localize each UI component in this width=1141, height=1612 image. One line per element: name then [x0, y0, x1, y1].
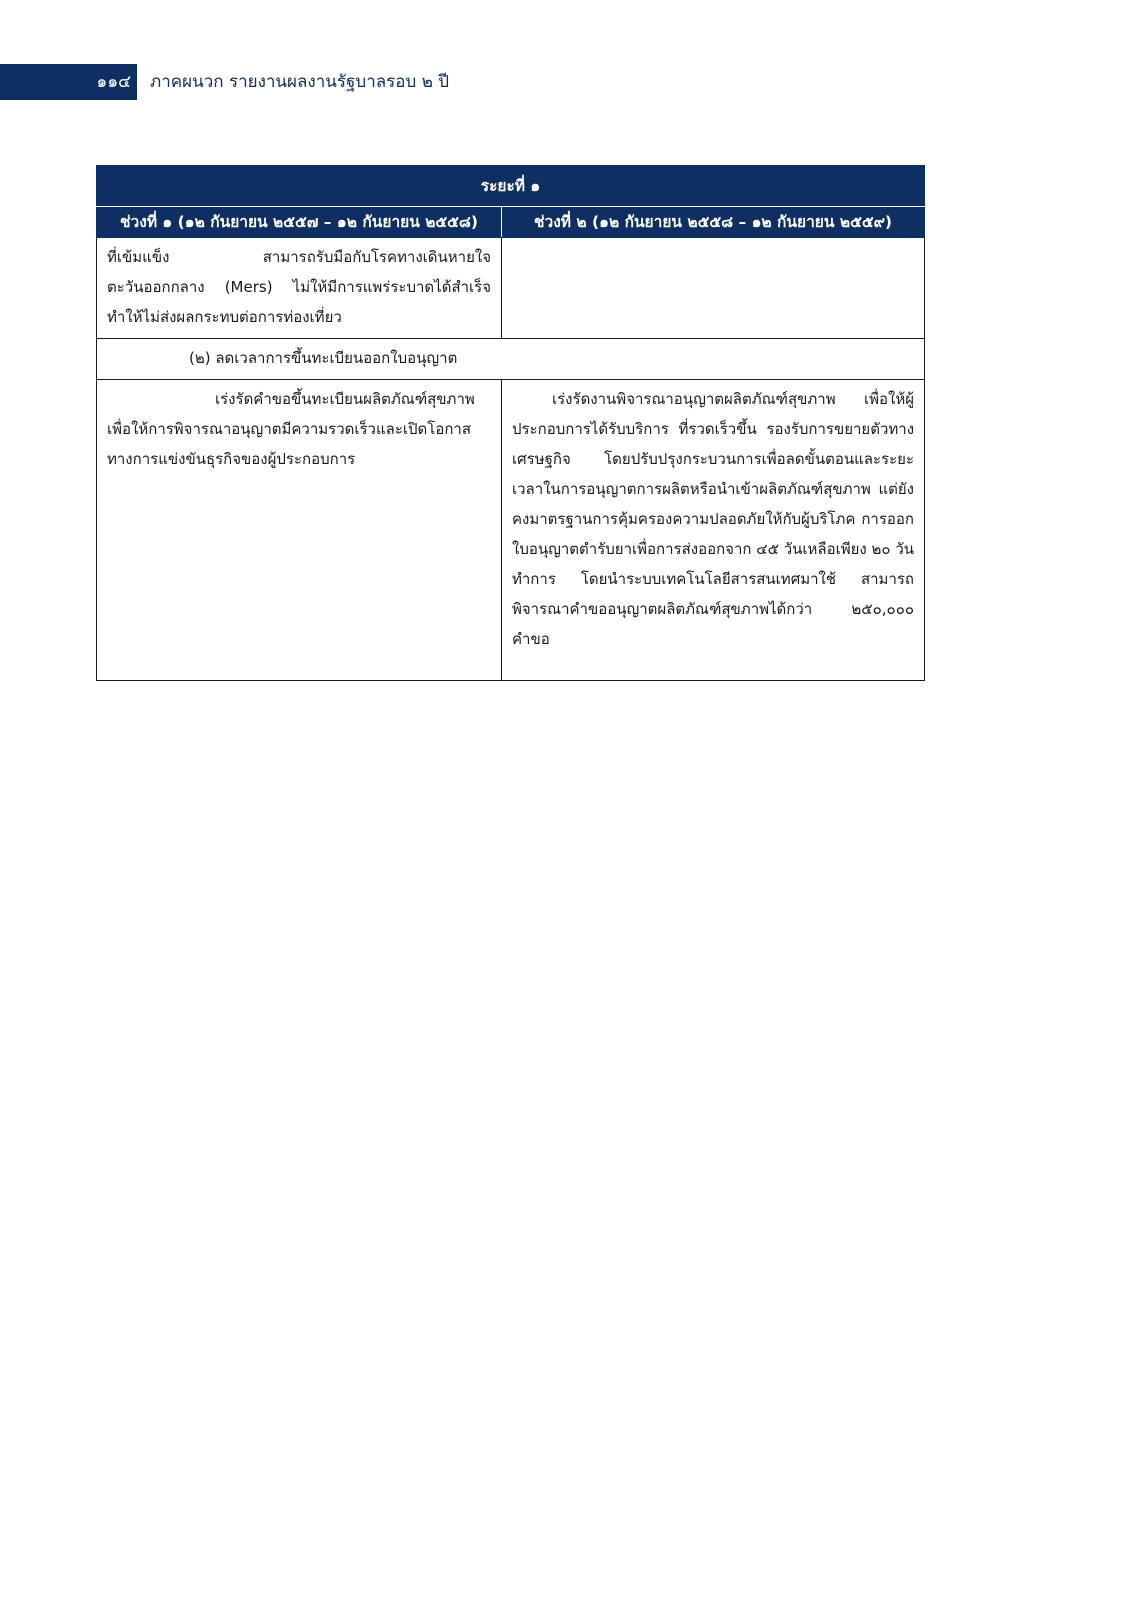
continued-row: [97, 238, 925, 339]
section-row: [97, 339, 925, 380]
phase-header-row: [97, 166, 925, 207]
phase-title: ระยะที่ ๑: [97, 166, 925, 207]
running-title: ภาคผนวก รายงานผลงานรัฐบาลรอบ ๒ ปี: [150, 72, 450, 92]
report-table: [96, 165, 925, 681]
section-heading: (๒) ลดเวลาการขึ้นทะเบียนออกใบอนุญาต: [189, 349, 458, 367]
page-number: ๑๑๔: [96, 72, 131, 92]
body-row: [97, 380, 925, 681]
period-2-heading: ช่วงที่ ๒ (๑๒ กันยายน ๒๕๕๘ – ๑๒ กันยายน ๒๕๕๙): [502, 207, 925, 238]
continued-right-cell: [502, 238, 925, 339]
body-right-text: เร่งรัดงานพิจารณาอนุญาตผลิตภัณฑ์สุขภาพ เพื่อให้ผู้ประกอบการได้รับบริการ ที่รวดเร็วขึ้น รองรับการขยายตัวทางเศรษฐกิจ โดยปรับปรุงกระบวนการเพื่อลดขั้นตอนและระยะเวลาในการอนุญาตการผลิตหรือนำเข้าผลิตภัณฑ์สุขภาพ แต่ยังคงมาตรฐานการคุ้มครองความปลอดภัยให้กับผู้บริโภค การออกใบอนุญาตตำรับยาเพื่อการส่งออกจาก ๔๕ วันเหลือเพียง ๒๐ วันทำการ โดยนำระบบเทคโนโลยีสารสนเทศมาใช้ สามารถพิจารณาคำขออนุญาตผลิตภัณฑ์สุขภาพได้กว่า ๒๕๐,๐๐๐ คำขอ: [512, 390, 915, 648]
body-right-cell: [502, 380, 925, 681]
body-left-cell: [97, 380, 502, 681]
page-number-tab: [0, 64, 137, 100]
continued-left-cell: [97, 238, 502, 339]
page-header: [0, 64, 600, 100]
period-header-row: [97, 207, 925, 238]
continued-left-text: ที่เข้มแข็ง สามารถรับมือกับโรคทางเดินหายใจตะวันออกกลาง (Mers) ไม่ให้มีการแพร่ระบาดได้สำเร็จ ทำให้ไม่ส่งผลกระทบต่อการท่องเที่ยว: [107, 248, 491, 326]
period-1-heading: ช่วงที่ ๑ (๑๒ กันยายน ๒๕๕๗ – ๑๒ กันยายน ๒๕๕๘): [97, 207, 502, 238]
body-left-text: เร่งรัดคำขอขึ้นทะเบียนผลิตภัณฑ์สุขภาพ เพื่อให้การพิจารณาอนุญาตมีความรวดเร็วและเปิดโอกาสทางการแข่งขันธุรกิจของผู้ประกอบการ: [107, 390, 475, 468]
section-heading-cell: [97, 339, 925, 380]
